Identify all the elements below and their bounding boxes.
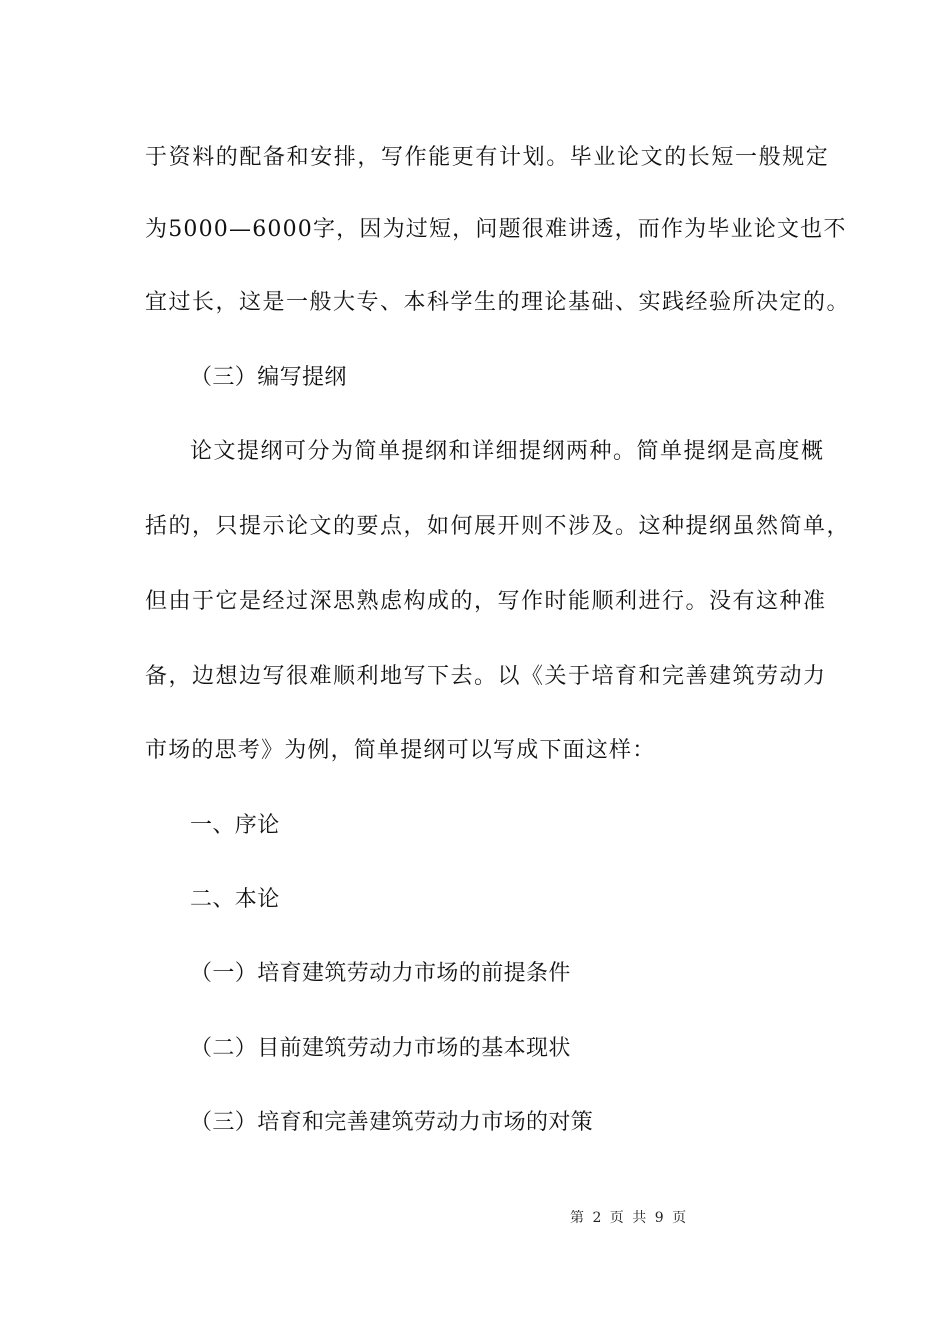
outline-subitem: （二）目前建筑劳动力市场的基本现状 — [190, 1036, 571, 1061]
body-text-line: 市场的思考》为例，简单提纲可以写成下面这样： — [145, 738, 656, 763]
outline-subitem: （一）培育建筑劳动力市场的前提条件 — [190, 961, 571, 986]
body-text-line: 宜过长，这是一般大专、本科学生的理论基础、实践经验所决定的。 — [145, 290, 851, 315]
body-text-line: 但由于它是经过深思熟虑构成的，写作时能顺利进行。没有这种准 — [145, 589, 827, 614]
section-heading: （三）编写提纲 — [190, 365, 347, 390]
outline-item: 一、序论 — [190, 813, 280, 838]
body-text-line: 括的，只提示论文的要点，如何展开则不涉及。这种提纲虽然简单， — [145, 514, 851, 539]
body-text-line: 备，边想边写很难顺利地写下去。以《关于培育和完善建筑劳动力 — [145, 664, 827, 689]
outline-item: 二、本论 — [190, 887, 280, 912]
body-text-line: 为5000—6000字，因为过短，问题很难讲透，而作为毕业论文也不 — [145, 217, 847, 242]
page-number-footer: 第 2 页 共 9 页 — [570, 1210, 687, 1226]
body-text-line: 论文提纲可分为简单提纲和详细提纲两种。简单提纲是高度概 — [190, 439, 825, 464]
body-text-line: 于资料的配备和安排，写作能更有计划。毕业论文的长短一般规定 — [145, 145, 830, 170]
outline-subitem: （三）培育和完善建筑劳动力市场的对策 — [190, 1110, 594, 1135]
